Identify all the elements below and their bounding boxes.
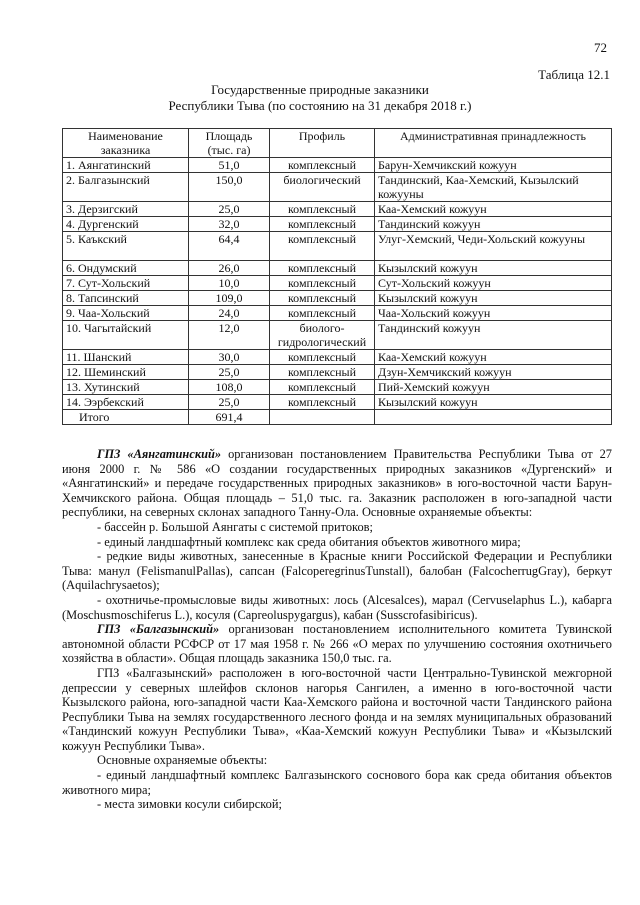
- empty-cell: [375, 410, 612, 425]
- cell-admin: Барун-Хемчикский кожуун: [375, 158, 612, 173]
- table-row: [63, 291, 612, 306]
- paragraph-text: - единый ландшафтный комплекс как среда обитания объектов животного мира;: [97, 534, 521, 549]
- cell-admin: Дзун-Хемчикский кожуун: [375, 365, 612, 380]
- paragraph: [62, 666, 612, 754]
- table-row: [63, 276, 612, 291]
- paragraph-text: организован постановлением Правительства Республики Тыва от 27 июня 2000 г. № 586 «О создании государственных природных заказников «Дургенский» и «Аянгатинский» и передаче государственных природных заказников» в юго-восточной части Барун-Хемчикского района. Общая площадь – 51,0 тыс. га. Заказник расположен в юго-западной части республики, на северных склонах западного Танну-Ола. Основные охраняемые объекты:: [62, 447, 612, 520]
- cell-profile: биологический: [270, 173, 375, 202]
- table-row: [63, 321, 612, 350]
- cell-admin: Тандинский кожуун: [375, 321, 612, 350]
- header-area: Площадь (тыс. га): [189, 129, 270, 158]
- paragraph: [62, 520, 612, 535]
- cell-name: 14. Ээрбекский: [63, 395, 189, 410]
- paragraph-text: - единый ландшафтный комплекс Балгазынского соснового бора как среда обитания объектов животного мира;: [62, 768, 612, 797]
- paragraph: [62, 447, 612, 520]
- cell-profile: биолого-гидрологический: [270, 321, 375, 350]
- cell-area: 109,0: [189, 291, 270, 306]
- empty-cell: [270, 410, 375, 425]
- cell-area: 32,0: [189, 217, 270, 232]
- cell-name: 11. Шанский: [63, 350, 189, 365]
- table-row: [63, 173, 612, 202]
- cell-admin: Каа-Хемский кожуун: [375, 202, 612, 217]
- cell-name: 6. Ондумский: [63, 261, 189, 276]
- cell-profile: комплексный: [270, 306, 375, 321]
- paragraph: [62, 593, 612, 622]
- cell-profile: комплексный: [270, 291, 375, 306]
- paragraph: [62, 753, 612, 768]
- cell-area: 10,0: [189, 276, 270, 291]
- paragraph-text: - места зимовки косули сибирской;: [97, 797, 282, 812]
- cell-profile: комплексный: [270, 395, 375, 410]
- cell-profile: комплексный: [270, 217, 375, 232]
- cell-name: 3. Дерзигский: [63, 202, 189, 217]
- reserves-table: [62, 128, 612, 425]
- table-row: [63, 380, 612, 395]
- cell-name: 13. Хутинский: [63, 380, 189, 395]
- cell-name: 1. Аянгатинский: [63, 158, 189, 173]
- table-row: [63, 232, 612, 261]
- header-profile: Профиль: [270, 129, 375, 158]
- cell-area: 26,0: [189, 261, 270, 276]
- title-line: Государственные природные заказники: [211, 82, 429, 97]
- cell-name: 12. Шеминский: [63, 365, 189, 380]
- paragraph: [62, 622, 612, 666]
- paragraph: [62, 797, 612, 812]
- total-label: Итого: [63, 410, 189, 425]
- cell-name: 10. Чагытайский: [63, 321, 189, 350]
- total-value: 691,4: [189, 410, 270, 425]
- cell-profile: комплексный: [270, 380, 375, 395]
- header-admin: Административная принадлежность: [375, 129, 612, 158]
- table-row: [63, 158, 612, 173]
- cell-admin: Тандинский кожуун: [375, 217, 612, 232]
- cell-name: 2. Балгазынский: [63, 173, 189, 202]
- table-title: [0, 82, 640, 114]
- cell-name: 4. Дургенский: [63, 217, 189, 232]
- reserve-name: ГПЗ «Аянгатинский»: [97, 447, 222, 461]
- cell-name: 5. Каъкский: [63, 232, 189, 261]
- cell-admin: Кызылский кожуун: [375, 261, 612, 276]
- cell-area: 24,0: [189, 306, 270, 321]
- cell-area: 25,0: [189, 365, 270, 380]
- cell-admin: Тандинский, Каа-Хемский, Кызылский кожууны: [375, 173, 612, 202]
- cell-name: 9. Чаа-Хольский: [63, 306, 189, 321]
- paragraph-text: Основные охраняемые объекты:: [97, 753, 268, 768]
- reserve-name: ГПЗ «Балгазынский»: [97, 622, 220, 637]
- table-row: [63, 261, 612, 276]
- paragraph: [62, 768, 612, 797]
- table-label: Таблица 12.1: [538, 67, 610, 82]
- cell-profile: комплексный: [270, 365, 375, 380]
- cell-admin: Сут-Хольский кожуун: [375, 276, 612, 291]
- cell-area: 150,0: [189, 173, 270, 202]
- cell-area: 25,0: [189, 395, 270, 410]
- table-row: [63, 395, 612, 410]
- cell-profile: комплексный: [270, 232, 375, 261]
- paragraph-text: - редкие виды животных, занесенные в Красные книги Российской Федерации и Республики Тыва: манул (FelismanulPallas), сапсан (FalcoperegrinusTunstall), балобан (FalcocherrugGray), беркут (Aquilachrysaetos);: [62, 549, 612, 593]
- header-name: Наименование заказника: [63, 129, 189, 158]
- cell-admin: Кызылский кожуун: [375, 291, 612, 306]
- table-row: [63, 217, 612, 232]
- paragraph-text: - охотничье-промысловые виды животных: лось (Alcesalces), марал (Cervuselaphus L.), кабарга (Moschusmoschiferus L.), косуля (Capreoluspygargus), кабан (Susscrofasibiricus).: [62, 592, 612, 622]
- cell-admin: Пий-Хемский кожуун: [375, 380, 612, 395]
- cell-area: 51,0: [189, 158, 270, 173]
- table-row: [63, 306, 612, 321]
- paragraph: [62, 535, 612, 550]
- paragraph-text: - бассейн р. Большой Аянгаты с системой притоков;: [97, 519, 373, 534]
- cell-profile: комплексный: [270, 261, 375, 276]
- table-row: [63, 202, 612, 217]
- table-row: [63, 365, 612, 380]
- cell-profile: комплексный: [270, 202, 375, 217]
- paragraph: [62, 549, 612, 593]
- cell-name: 7. Сут-Хольский: [63, 276, 189, 291]
- cell-area: 64,4: [189, 232, 270, 261]
- cell-profile: комплексный: [270, 158, 375, 173]
- page-number: 72: [594, 40, 607, 55]
- cell-profile: комплексный: [270, 350, 375, 365]
- cell-area: 30,0: [189, 350, 270, 365]
- cell-name: 8. Тапсинский: [63, 291, 189, 306]
- cell-admin: Чаа-Хольский кожуун: [375, 306, 612, 321]
- table-row: [63, 350, 612, 365]
- paragraph-text: организован постановлением исполнительного комитета Тувинской автономной области РСФСР от 17 мая 1958 г. № 266 «О мерах по улучшению состояния охотничьего хозяйства в области». Общая площадь заказника 150,0 тыс. га.: [62, 622, 612, 666]
- cell-admin: Улуг-Хемский, Чеди-Хольский кожууны: [375, 232, 612, 261]
- cell-area: 25,0: [189, 202, 270, 217]
- cell-admin: Кызылский кожуун: [375, 395, 612, 410]
- title-line: Республики Тыва (по состоянию на 31 декабря 2018 г.): [168, 98, 472, 113]
- body-text: [62, 447, 612, 812]
- table-header-row: [63, 129, 612, 158]
- cell-area: 12,0: [189, 321, 270, 350]
- cell-profile: комплексный: [270, 276, 375, 291]
- cell-area: 108,0: [189, 380, 270, 395]
- total-row: [63, 410, 612, 425]
- paragraph-text: ГПЗ «Балгазынский» расположен в юго-восточной части Центрально-Тувинской межгорной депрессии у северных шлейфов склонов нагорья Сангилен, а именно в юго-восточной части Кызылского района, юго-западной части Каа-Хемского района и восточной части Тандинского района Республики Тыва на землях государственного лесного фонда и на землях муниципальных образований «Тандинский кожуун Республики Тыва», «Каа-Хемский кожуун Республики Тыва» и «Кызылский кожуун Республики Тыва».: [62, 665, 612, 753]
- cell-admin: Каа-Хемский кожуун: [375, 350, 612, 365]
